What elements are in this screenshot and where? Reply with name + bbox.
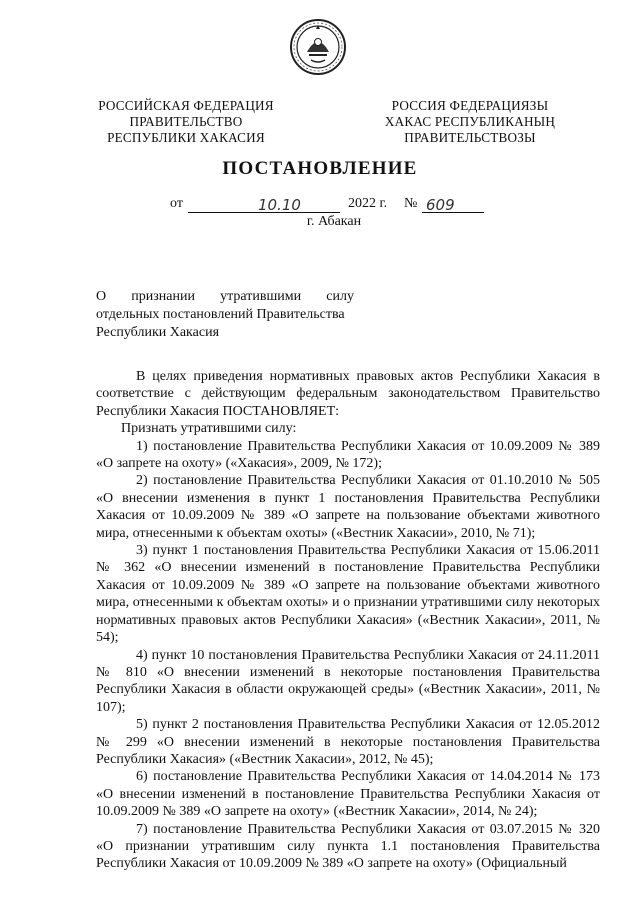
item-paragraph: 1) постановление Правительства Республики Хакасия от 10.09.2009 № 389 «О запрете на охоту» («Хакасия», 2009, № 172);	[96, 438, 600, 472]
subject-line: отдельных постановлений Правительства	[96, 307, 345, 322]
date-from-label: от	[170, 196, 183, 211]
number-label: №	[404, 196, 418, 211]
subject-word: утратившими	[220, 289, 302, 304]
header-right-line: ХАКАС РЕСПУБЛИКАНЫҢ	[384, 114, 556, 129]
handwritten-number: 609	[426, 196, 455, 214]
subject-line: Республики Хакасия	[96, 325, 220, 340]
handwritten-date: 10.10	[258, 196, 301, 214]
year-label: 2022 г.	[348, 196, 388, 211]
item-paragraph: 3) пункт 1 постановления Правительства Республики Хакасия от 15.06.2011 № 362 «О внесении изменений в постановление Правительства Республики Хакасия от 10.09.2009 № 389 «О запрете на пользование объектами животного мира, отнесенными к объектам охоты» и о признании утратившими силу некоторых нормативных правовых актов Республики Хакасия» («Вестник Хакасии», 2011, № 54);	[96, 543, 600, 646]
header-left-line: РЕСПУБЛИКИ ХАКАСИЯ	[107, 130, 265, 145]
item-paragraph: 5) пункт 2 постановления Правительства Республики Хакасия от 12.05.2012 № 299 «О внесении изменений в некоторые постановления Правительства Республики Хакасия» («Вестник Хакасии», 2012, № 45);	[96, 717, 600, 767]
subject-line-justified	[96, 288, 354, 306]
subject-block	[96, 288, 354, 342]
number-underline	[422, 196, 484, 213]
item-paragraph: 4) пункт 10 постановления Правительства Республики Хакасия от 24.11.2011 № 810 «О внесении изменений в некоторые постановления Правительства Республики Хакасия в области окружающей среды» («Вестник Хакасии», 2011, № 107);	[96, 647, 600, 715]
item-paragraph: 2) постановление Правительства Республики Хакасия от 01.10.2010 № 505 «О внесении изменения в пункт 1 постановления Правительства Республики Хакасия от 10.09.2009 № 389 «О запрете на пользование объектами животного мира, отнесенными к объектам охоты» («Вестник Хакасии», 2010, № 71);	[96, 473, 600, 541]
coat-of-arms-emblem	[289, 18, 347, 76]
item-paragraph: 6) постановление Правительства Республики Хакасия от 14.04.2014 № 173 «О внесении изменений в постановление Правительства Республики Хакасия от 10.09.2009 № 389 «О запрете на охоту» («Вестник Хакасии», 2014, № 24);	[96, 769, 600, 820]
item-paragraph: 7) постановление Правительства Республики Хакасия от 03.07.2015 № 320 «О признании утратившим силу пункта 1.1 постановления Правительства Республики Хакасия от 10.09.2009 № 389 «О запрете на охоту» (Официальный	[96, 821, 600, 872]
header-left-line: РОССИЙСКАЯ ФЕДЕРАЦИЯ	[98, 98, 274, 113]
resolution-paragraph: Признать утратившими силу:	[121, 421, 297, 437]
header-left-block	[86, 98, 286, 146]
header-right-block	[370, 98, 570, 146]
header-right-line: РОССИЯ ФЕДЕРАЦИЯЗЫ	[391, 98, 549, 113]
subject-word: О	[96, 289, 107, 304]
preamble-paragraph: В целях приведения нормативных правовых актов Республики Хакасия в соответствие с действующим федеральным законодательством Правительство Республики Хакасия ПОСТАНОВЛЯЕТ:	[96, 369, 600, 419]
subject-word: признании	[131, 289, 195, 304]
header-right-line: ПРАВИТЕЛЬСТВОЗЫ	[404, 130, 536, 145]
header-left-line: ПРАВИТЕЛЬСТВО	[129, 114, 243, 129]
date-underline	[188, 196, 340, 213]
document-title: ПОСТАНОВЛЕНИЕ	[222, 158, 418, 179]
document-body	[96, 368, 600, 873]
subject-word: силу	[326, 289, 354, 304]
city-label: г. Абакан	[306, 214, 362, 229]
